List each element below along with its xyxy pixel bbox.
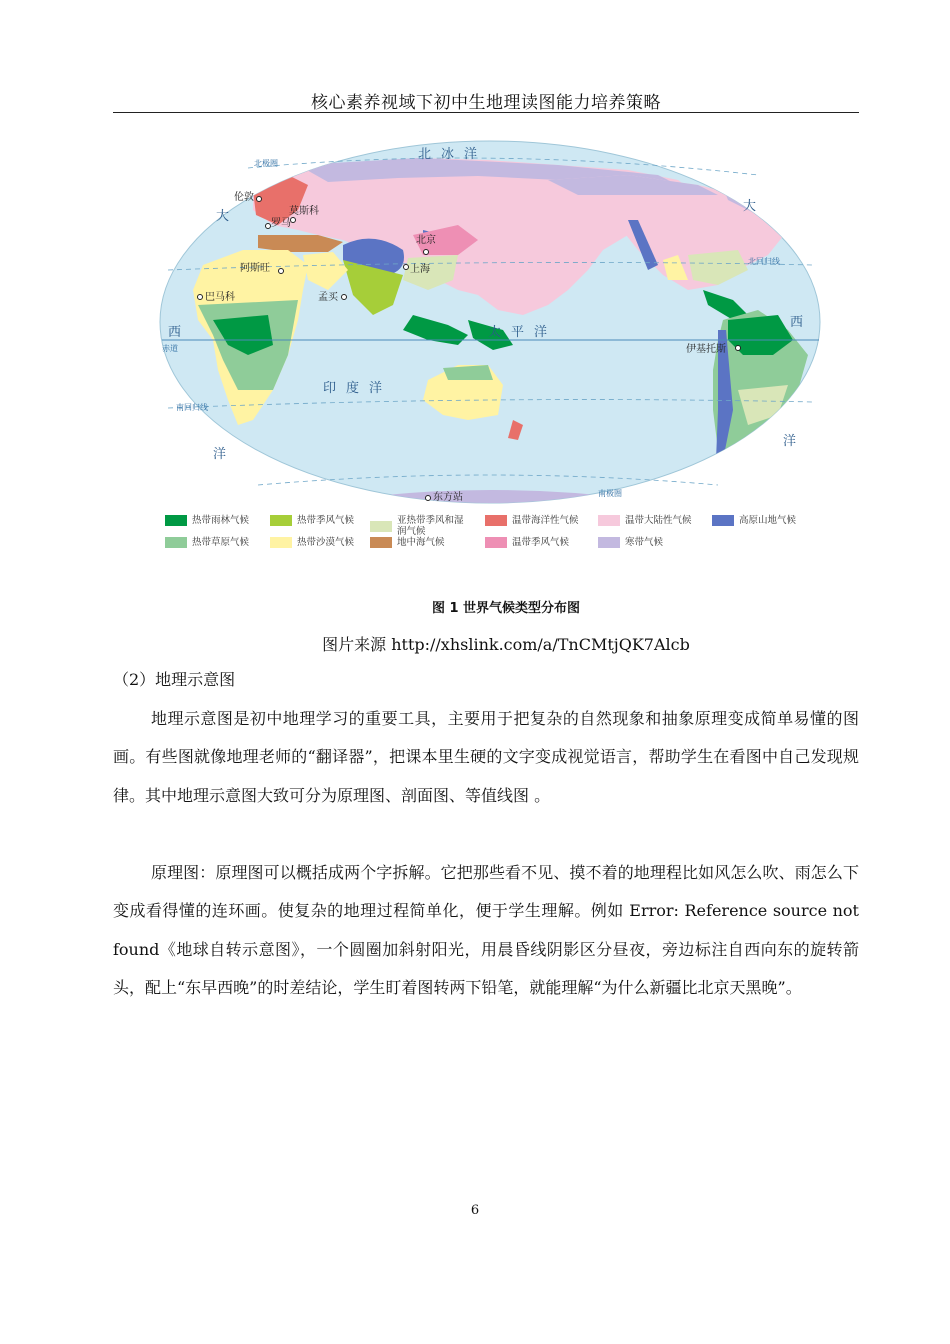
city-marker-aswan [279, 269, 284, 274]
antarctic-circle-label: 南极圈 [598, 489, 622, 498]
world-climate-map-svg [158, 140, 823, 505]
legend-swatch [165, 515, 187, 526]
legend-swatch [485, 515, 507, 526]
page-header-title: 核心素养视域下初中生地理读图能力培养策略 [311, 93, 661, 113]
city-label-aswan: 阿斯旺 [240, 263, 270, 274]
legend-label: 热带雨林气候 [192, 515, 250, 526]
legend-item [370, 537, 445, 548]
ocean-label-da-right: 大 [743, 199, 767, 214]
city-marker-london [257, 197, 262, 202]
legend-item [712, 515, 796, 526]
legend-item [598, 537, 663, 548]
pacific-ocean-label: 太平洋 [488, 325, 558, 340]
legend-label: 热带草原气候 [192, 537, 250, 548]
tropic-cancer-label: 北回归线 [748, 257, 780, 266]
city-label-bamako: 巴马科 [205, 292, 235, 303]
legend-label: 热带季风气候 [297, 515, 355, 526]
page-number: 6 [470, 1203, 480, 1218]
legend-label: 热带沙漠气候 [297, 537, 355, 548]
legend-swatch [712, 515, 734, 526]
legend-label: 高原山地气候 [739, 515, 797, 526]
legend-label: 寒带气候 [625, 537, 664, 548]
city-marker-shanghai [404, 265, 409, 270]
city-marker-rome [266, 224, 271, 229]
ocean-label-east-2: 洋 [783, 434, 807, 449]
city-label-shanghai: 上海 [410, 264, 430, 275]
section-heading: （2）地理示意图 [113, 670, 236, 689]
legend-swatch [370, 537, 392, 548]
legend-swatch [370, 521, 392, 532]
ocean-label-west-1: 西 [168, 325, 192, 340]
legend-swatch [598, 537, 620, 548]
city-marker-mumbai [342, 295, 347, 300]
figure-caption: 图 1 世界气候类型分布图 [431, 601, 581, 616]
city-label-beijing: 北京 [416, 235, 436, 246]
legend-swatch [598, 515, 620, 526]
legend-item [485, 515, 579, 526]
legend-swatch [270, 515, 292, 526]
legend-swatch [485, 537, 507, 548]
indian-ocean-label: 印度洋 [323, 381, 393, 396]
city-marker-beijing [424, 250, 429, 255]
header-rule [113, 112, 859, 113]
ocean-label-east-1: 西 [790, 315, 814, 330]
city-marker-iquitos [736, 346, 741, 351]
equator-label: 赤道 [162, 344, 178, 353]
map-legend [165, 515, 825, 563]
legend-item [165, 515, 249, 526]
city-label-mumbai: 孟买 [318, 292, 338, 303]
legend-label: 温带海洋性气候 [512, 515, 579, 526]
city-marker-bamako [198, 295, 203, 300]
antarctica [308, 490, 678, 505]
world-climate-map [158, 140, 823, 505]
ocean-label-west-2: 洋 [213, 447, 237, 462]
legend-item [598, 515, 692, 526]
legend-label: 亚热带季风和湿润气候 [397, 515, 464, 537]
city-marker-moscow [291, 218, 296, 223]
legend-item [165, 537, 249, 548]
legend-item [485, 537, 569, 548]
legend-swatch [270, 537, 292, 548]
city-label-moscow: 莫斯科 [289, 206, 319, 217]
legend-item [270, 537, 354, 548]
legend-label: 地中海气候 [397, 537, 445, 548]
city-label-rome: 罗马 [271, 218, 291, 229]
legend-label: 温带大陆性气候 [625, 515, 692, 526]
arctic-ocean-label: 北冰洋 [418, 147, 488, 162]
city-label-iquitos: 伊基托斯 [686, 344, 726, 355]
figure-source: 图片来源 http://xhslink.com/a/TnCMtjQK7Alcb [322, 635, 690, 654]
legend-label: 温带季风气候 [512, 537, 570, 548]
paragraph-1: 地理示意图是初中地理学习的重要工具，主要用于把复杂的自然现象和抽象原理变成简单易懂的图画。有些图就像地理老师的“翻译器”，把课本里生硬的文字变成视觉语言，帮助学生在看图中自己发现规律。其中地理示意图大致可分为原理图、剖面图、等值线图 。 [113, 709, 859, 805]
tropic-capricorn-label: 南回归线 [176, 403, 208, 412]
paragraph-2: 原理图：原理图可以概括成两个字拆解。它把那些看不见、摸不着的地理程比如风怎么吹、雨怎么下变成看得懂的连环画。使复杂的地理过程简单化，便于学生理解。例如 Error: Reference source not found《地球自转示意图》，一个圆圈加斜射阳光，用晨昏线阴影区分昼夜，旁边标注自西向东的旋转箭头，配上“东早西晚”的时差结论，学生盯着图转两下铅笔，就能理解“为什么新疆比北京天黑晚”。 [113, 863, 859, 998]
legend-item [270, 515, 354, 526]
ocean-label-da-left: 大 [216, 209, 240, 224]
legend-swatch [165, 537, 187, 548]
city-marker-vostok [426, 496, 431, 501]
legend-item [370, 515, 467, 537]
city-label-london: 伦敦 [234, 192, 254, 203]
city-label-vostok: 东方站 [433, 492, 463, 503]
arctic-circle-label: 北极圈 [254, 159, 278, 168]
